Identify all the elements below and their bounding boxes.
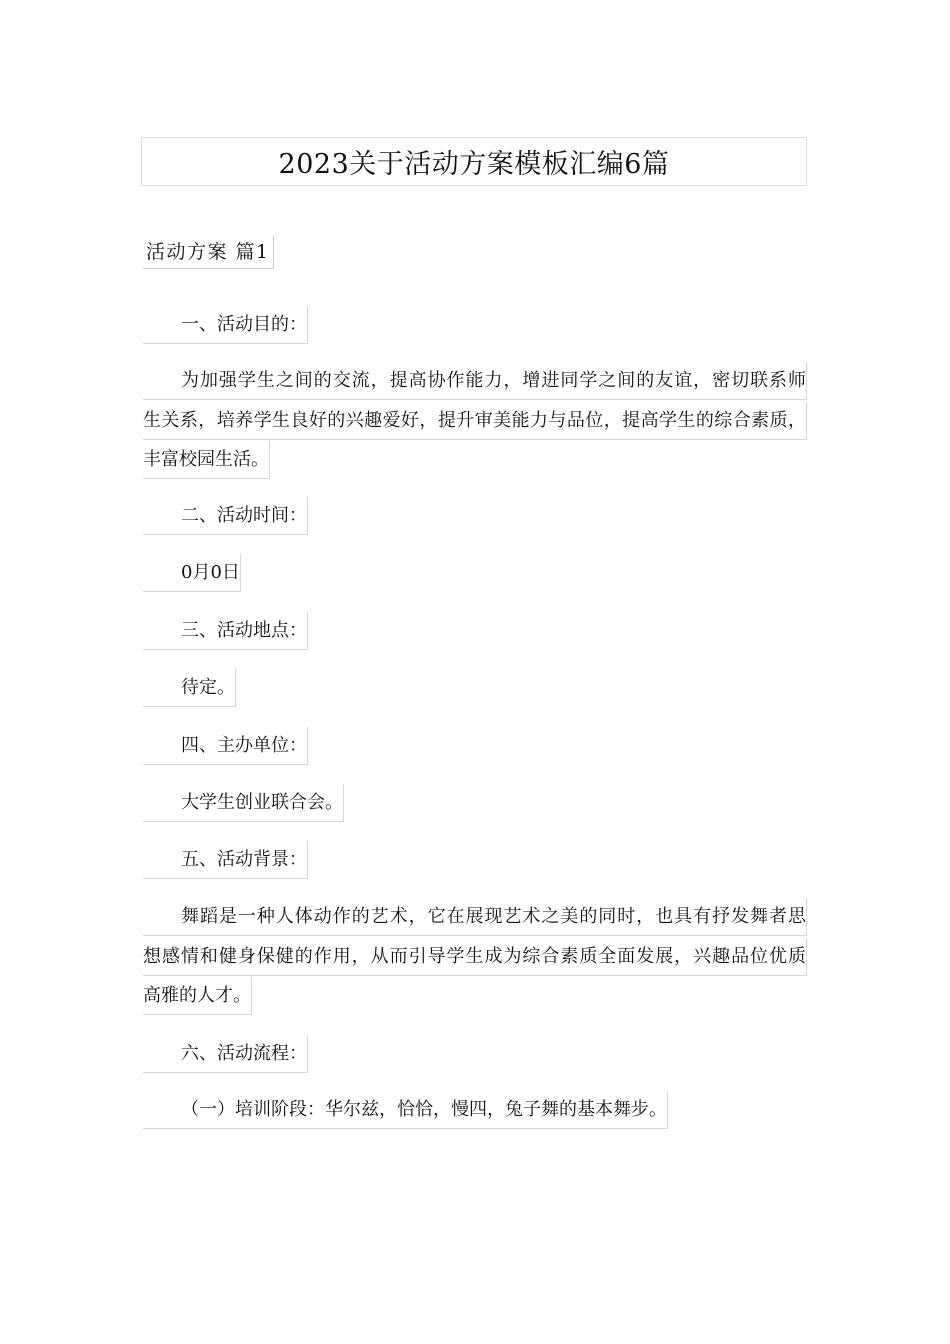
background-line-3: 高雅的人才。	[143, 977, 252, 1015]
time-heading: 二、活动时间：	[143, 497, 308, 535]
process-heading: 六、活动流程：	[143, 1035, 308, 1073]
section-heading: 活动方案 篇1	[143, 236, 274, 269]
place-value: 待定。	[143, 669, 236, 707]
document-title: 2023关于活动方案模板汇编6篇	[278, 149, 670, 180]
place-heading: 三、活动地点：	[143, 612, 308, 650]
background-line-1: 舞蹈是一种人体动作的艺术，它在展现艺术之美的同时，也具有抒发舞者思	[143, 898, 807, 936]
purpose-line-3: 丰富校园生活。	[143, 441, 270, 479]
background-heading: 五、活动背景：	[143, 841, 308, 879]
process-step-1: （一）培训阶段：华尔兹，恰恰，慢四，兔子舞的基本舞步。	[143, 1091, 668, 1129]
purpose-line-2: 生关系，培养学生良好的兴趣爱好，提升审美能力与品位，提高学生的综合素质，	[143, 402, 807, 440]
purpose-line-1: 为加强学生之间的交流，提高协作能力，增进同学之间的友谊，密切联系师	[143, 362, 807, 400]
purpose-heading: 一、活动目的：	[143, 306, 308, 344]
time-value: 0月0日	[143, 554, 241, 592]
background-line-2: 想感情和健身保健的作用，从而引导学生成为综合素质全面发展，兴趣品位优质	[143, 938, 807, 976]
host-heading: 四、主办单位：	[143, 727, 308, 765]
document-title-box	[141, 137, 807, 186]
host-value: 大学生创业联合会。	[143, 784, 344, 822]
